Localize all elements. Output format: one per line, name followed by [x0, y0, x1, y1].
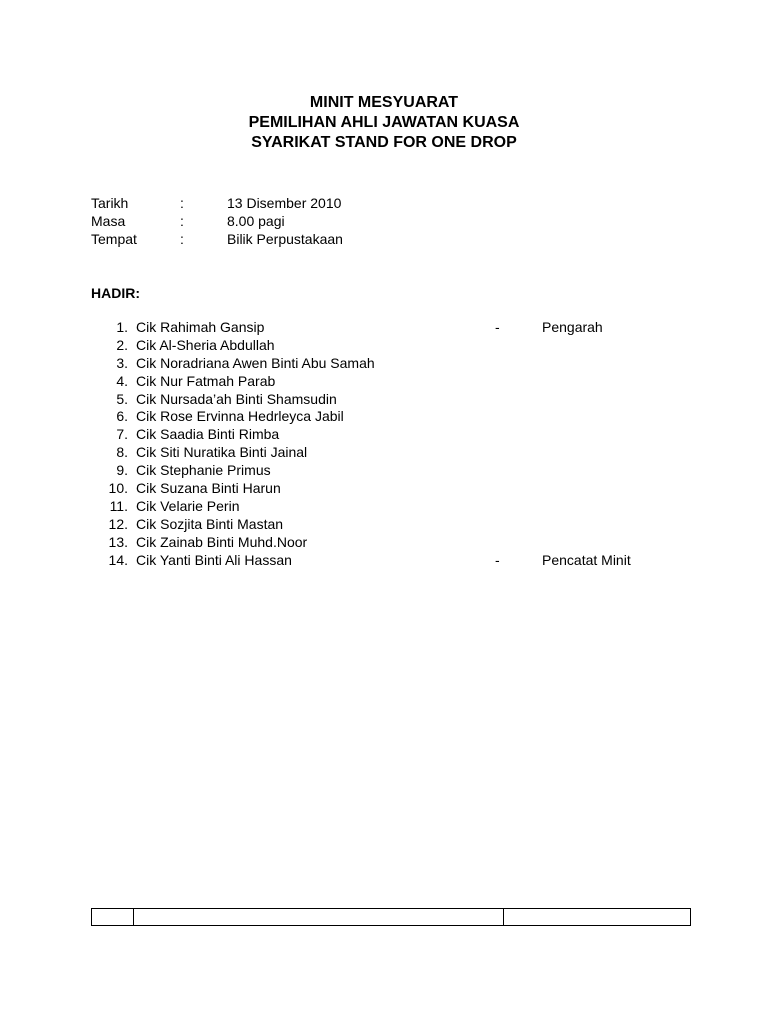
- list-item: [0, 373, 768, 391]
- item-number: 4.: [116, 372, 128, 389]
- item-number: 14.: [108, 551, 128, 568]
- attendee-role: Pencatat Minit: [542, 551, 631, 568]
- list-item: [0, 498, 768, 516]
- list-item: [0, 552, 768, 570]
- attendee-name: Cik Nursada’ah Binti Shamsudin: [136, 390, 337, 407]
- meta-value: Bilik Perpustakaan: [227, 231, 343, 247]
- attendee-name: Cik Al-Sheria Abdullah: [136, 336, 275, 353]
- meta-label: Tempat: [91, 231, 137, 247]
- meta-separator: :: [180, 213, 184, 229]
- item-number: 3.: [116, 354, 128, 371]
- title-block: [0, 93, 768, 153]
- attendee-name: Cik Suzana Binti Harun: [136, 480, 281, 497]
- item-number: 5.: [116, 390, 128, 407]
- attendee-name: Cik Rose Ervinna Hedrleyca Jabil: [136, 408, 344, 425]
- attendee-name: Cik Siti Nuratika Binti Jainal: [136, 444, 308, 461]
- item-number: 12.: [108, 515, 128, 532]
- item-number: 8.: [116, 444, 128, 461]
- footer-cell: [92, 909, 134, 925]
- footer-cell: [134, 909, 504, 925]
- list-item: [0, 480, 768, 498]
- item-number: 1.: [116, 319, 128, 335]
- item-number: 13.: [108, 533, 128, 550]
- meta-value: 8.00 pagi: [227, 213, 285, 229]
- item-number: 11.: [109, 497, 128, 514]
- hadir-heading: HADIR:: [91, 285, 140, 301]
- item-number: 7.: [116, 426, 128, 443]
- item-number: 9.: [116, 462, 128, 479]
- item-number: 2.: [116, 336, 128, 353]
- list-item: [0, 319, 768, 337]
- attendee-name: Cik Rahimah Gansip: [136, 319, 265, 335]
- attendee-name: Cik Saadia Binti Rimba: [136, 426, 280, 443]
- attendee-list: [0, 319, 768, 569]
- attendee-name: Cik Noradriana Awen Binti Abu Samah: [136, 354, 375, 371]
- item-number: 6.: [116, 408, 128, 425]
- list-item: [0, 408, 768, 426]
- role-dash: -: [495, 319, 500, 335]
- list-item: [0, 391, 768, 409]
- title-line-3: SYARIKAT STAND FOR ONE DROP: [251, 134, 517, 151]
- meta-separator: :: [180, 231, 184, 247]
- list-item: [0, 462, 768, 480]
- role-dash: -: [495, 551, 500, 568]
- footer-cell: [504, 909, 690, 925]
- meta-label: Masa: [91, 213, 126, 229]
- title-line-1: MINIT MESYUARAT: [309, 94, 459, 111]
- attendee-name: Cik Zainab Binti Muhd.Noor: [136, 533, 308, 550]
- attendee-name: Cik Stephanie Primus: [136, 462, 271, 479]
- meta-separator: :: [180, 195, 184, 211]
- meta-row-time: [91, 212, 491, 230]
- list-item: [0, 337, 768, 355]
- footer-table: [91, 908, 691, 926]
- list-item: [0, 426, 768, 444]
- meta-value: 13 Disember 2010: [227, 195, 342, 211]
- attendee-name: Cik Nur Fatmah Parab: [136, 372, 276, 389]
- attendee-name: Cik Yanti Binti Ali Hassan: [136, 551, 292, 568]
- meta-label: Tarikh: [91, 195, 129, 211]
- item-number: 10.: [108, 480, 128, 497]
- meeting-details: [91, 194, 491, 248]
- list-item: [0, 355, 768, 373]
- attendee-name: Cik Sozjita Binti Mastan: [136, 515, 284, 532]
- list-item: [0, 516, 768, 534]
- list-item: [0, 444, 768, 462]
- list-item: [0, 534, 768, 552]
- title-line-2: PEMILIHAN AHLI JAWATAN KUASA: [248, 114, 520, 131]
- attendee-name: Cik Velarie Perin: [136, 497, 240, 514]
- meta-row-place: [91, 230, 491, 248]
- meta-row-date: [91, 194, 491, 212]
- attendee-role: Pengarah: [542, 319, 603, 335]
